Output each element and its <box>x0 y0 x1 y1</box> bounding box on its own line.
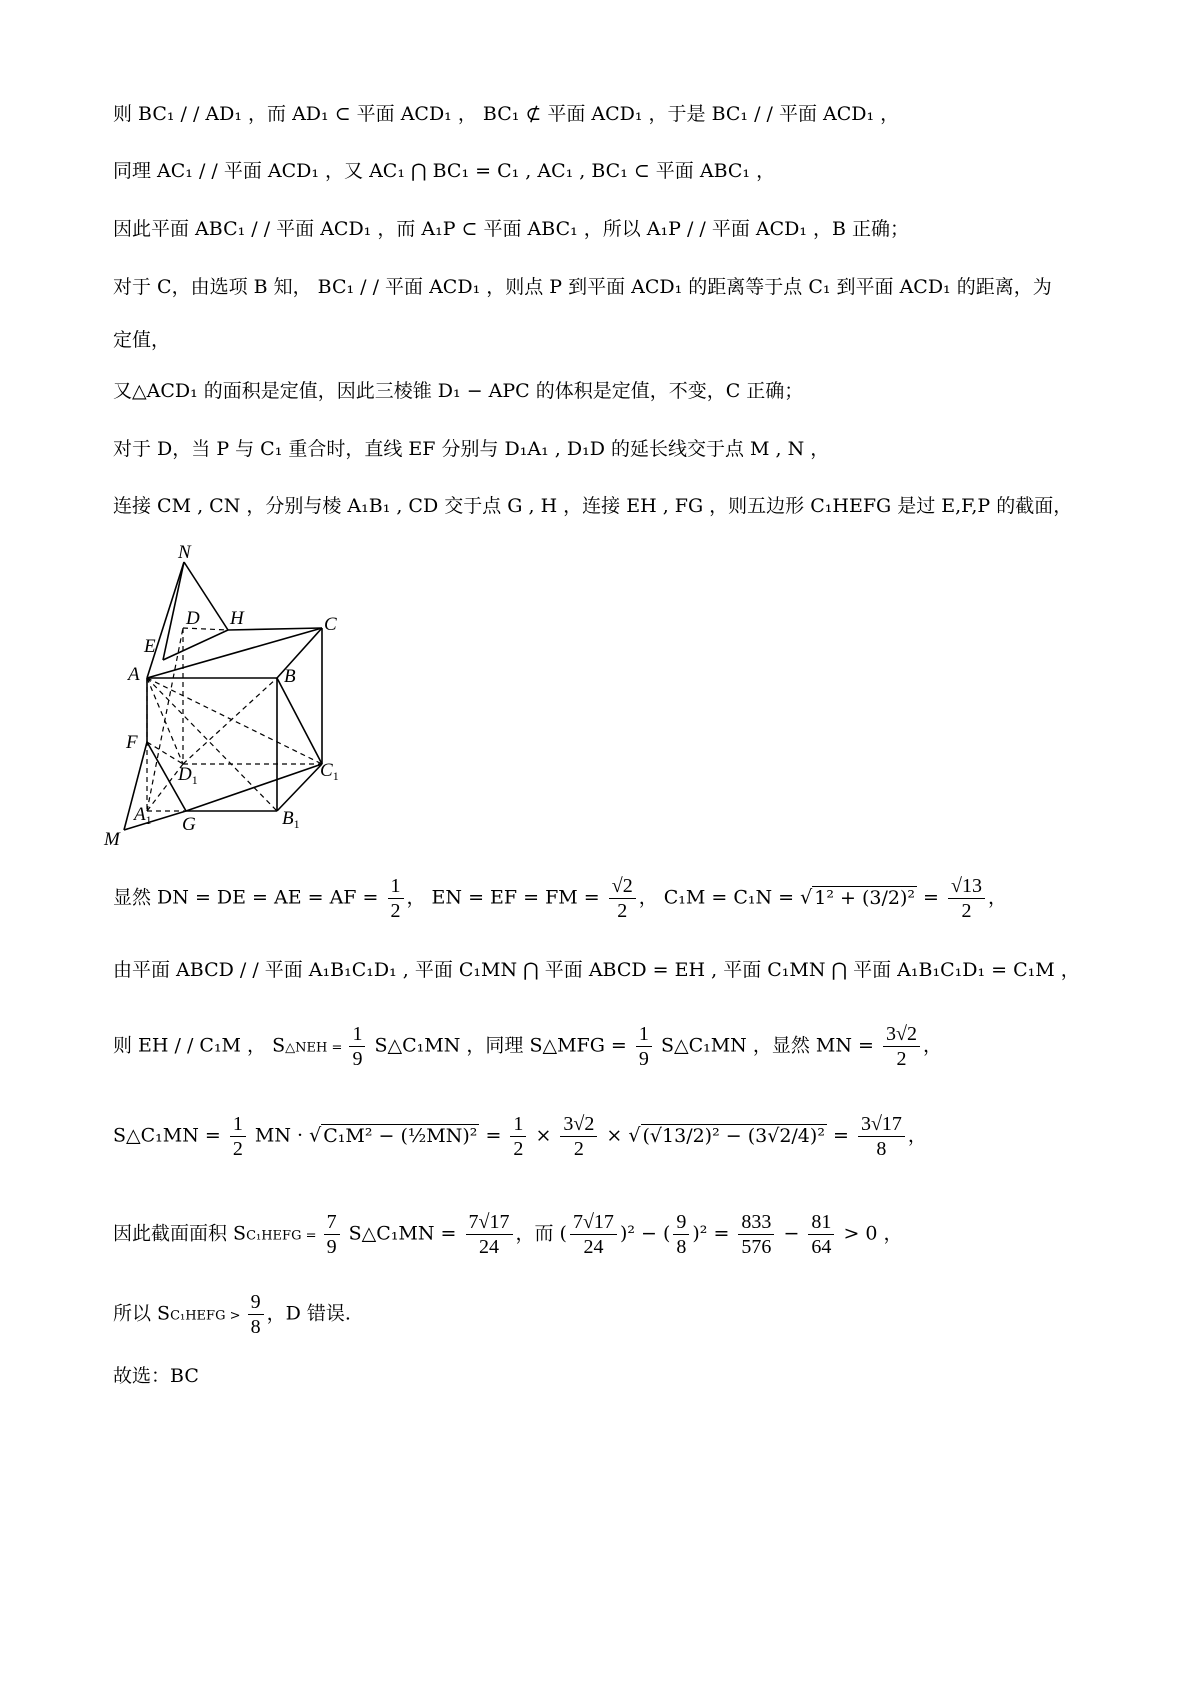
solution-line-14: 所以 SC₁HEFG > $\frac{9}{8}$ ，D 错误. <box>113 1291 351 1338</box>
solution-line-13: 因此截面面积 SC₁HEFG = $\frac{7}{9}$ S△C₁MN = $\frac{7√17}{24}$ ，而 ( $\frac{7√17}{24}$ )² − ( $\frac{9}{8}$ )² = $\frac{833}{576}$ − $\frac{81}{64}$ > 0 ， <box>113 1211 903 1258</box>
fraction: $\frac{3√2}{2}$ <box>560 1112 597 1161</box>
label-C1: $C_1$ <box>320 760 339 783</box>
fraction: $\frac{3√17}{8}$ <box>858 1112 905 1161</box>
cube-section-diagram <box>100 542 360 860</box>
label-F: F <box>126 732 138 753</box>
fraction: $\frac{9}{8}$ <box>673 1210 689 1259</box>
fraction: $\frac{√13}{2}$ <box>948 874 985 923</box>
label-D1: $D_1$ <box>178 764 198 787</box>
solution-line-2: 同理 AC₁ / / 平面 ACD₁ ，又 AC₁ ⋂ BC₁ = C₁ , AC₁ , BC₁ ⊂ 平面 ABC₁ ， <box>113 160 776 182</box>
solution-line-10: 由平面 ABCD / / 平面 A₁B₁C₁D₁ , 平面 C₁MN ⋂ 平面 ABCD = EH , 平面 C₁MN ⋂ 平面 A₁B₁C₁D₁ = C₁M ， <box>113 959 1080 981</box>
label-D: D <box>186 608 200 629</box>
fraction: $\frac{√2}{2}$ <box>609 874 636 923</box>
fraction: $\frac{1}{9}$ <box>349 1022 365 1071</box>
fraction: $\frac{1}{2}$ <box>388 874 404 923</box>
fraction: $\frac{1}{2}$ <box>510 1112 526 1161</box>
label-B: B <box>284 666 296 687</box>
fraction: $\frac{1}{9}$ <box>636 1022 652 1071</box>
solution-line-3: 因此平面 ABC₁ / / 平面 ACD₁ ，而 A₁P ⊂ 平面 ABC₁ ，所以 A₁P / / 平面 ACD₁ ，B 正确； <box>113 218 910 240</box>
fraction: $\frac{7}{9}$ <box>324 1210 340 1259</box>
label-A1: $A_1$ <box>134 804 152 827</box>
sqrt-expression: 1² + (3/2)² <box>814 886 915 909</box>
solution-line-15: 故选：BC <box>113 1365 199 1387</box>
solution-line-11: 则 EH / / C₁M ， S△NEH = $\frac{1}{9}$ S△C₁MN ，同理 S△MFG = $\frac{1}{9}$ S△C₁MN ，显然 MN = $\frac{3√2}{2}$ ， <box>113 1023 942 1070</box>
solution-line-4: 对于 C，由选项 B 知， BC₁ / / 平面 ACD₁ ，则点 P 到平面 ACD₁ 的距离等于点 C₁ 到平面 ACD₁ 的距离，为 <box>113 276 1052 298</box>
fraction: $\frac{7√17}{24}$ <box>570 1210 617 1259</box>
solution-line-6: 又△ACD₁ 的面积是定值，因此三棱锥 D₁ − APC 的体积是定值，不变，C 正确； <box>113 380 804 402</box>
fraction: $\frac{9}{8}$ <box>248 1290 264 1339</box>
sqrt-expression: C₁M² − (½MN)² <box>323 1124 478 1147</box>
label-A: A <box>128 664 140 685</box>
sqrt-expression: (√13/2)² − (3√2/4)² <box>642 1124 825 1147</box>
solution-line-7: 对于 D，当 P 与 C₁ 重合时，直线 EF 分别与 D₁A₁ , D₁D 的延长线交于点 M , N ， <box>113 438 830 460</box>
fraction: $\frac{81}{64}$ <box>808 1210 834 1259</box>
solution-line-12: S△C₁MN = $\frac{1}{2}$ MN · √ C₁M² − (½MN)² = $\frac{1}{2}$ × $\frac{3√2}{2}$ × √ (√13/2)² − (3√2/4)² = $\frac{3√17}{8}$ ， <box>113 1113 927 1160</box>
solution-line-5: 定值， <box>113 329 171 351</box>
label-H: H <box>230 608 244 629</box>
solution-line-9: 显然 DN = DE = AE = AF = $\frac{1}{2}$ ， EN = EF = FM = $\frac{√2}{2}$ ， C₁M = C₁N = √ 1² + (3/2)² = $\frac{√13}{2}$ ， <box>113 875 1007 922</box>
label-M: M <box>104 829 120 850</box>
label-E: E <box>144 636 156 657</box>
fraction: $\frac{833}{576}$ <box>738 1210 774 1259</box>
label-C: C <box>324 614 337 635</box>
fraction: $\frac{3√2}{2}$ <box>883 1022 920 1071</box>
label-G: G <box>182 814 196 835</box>
label-N: N <box>178 542 191 563</box>
fraction: $\frac{7√17}{24}$ <box>466 1210 513 1259</box>
label-B1: $B_1$ <box>282 808 300 831</box>
fraction: $\frac{1}{2}$ <box>230 1112 246 1161</box>
solution-line-1: 则 BC₁ / / AD₁ ，而 AD₁ ⊂ 平面 ACD₁ ， BC₁ ⊄ 平面 ACD₁ ，于是 BC₁ / / 平面 ACD₁ ， <box>113 103 900 125</box>
solution-line-8: 连接 CM , CN ，分别与棱 A₁B₁ , CD 交于点 G , H ，连接 EH , FG ，则五边形 C₁HEFG 是过 E,F,P 的截面， <box>113 495 1073 517</box>
